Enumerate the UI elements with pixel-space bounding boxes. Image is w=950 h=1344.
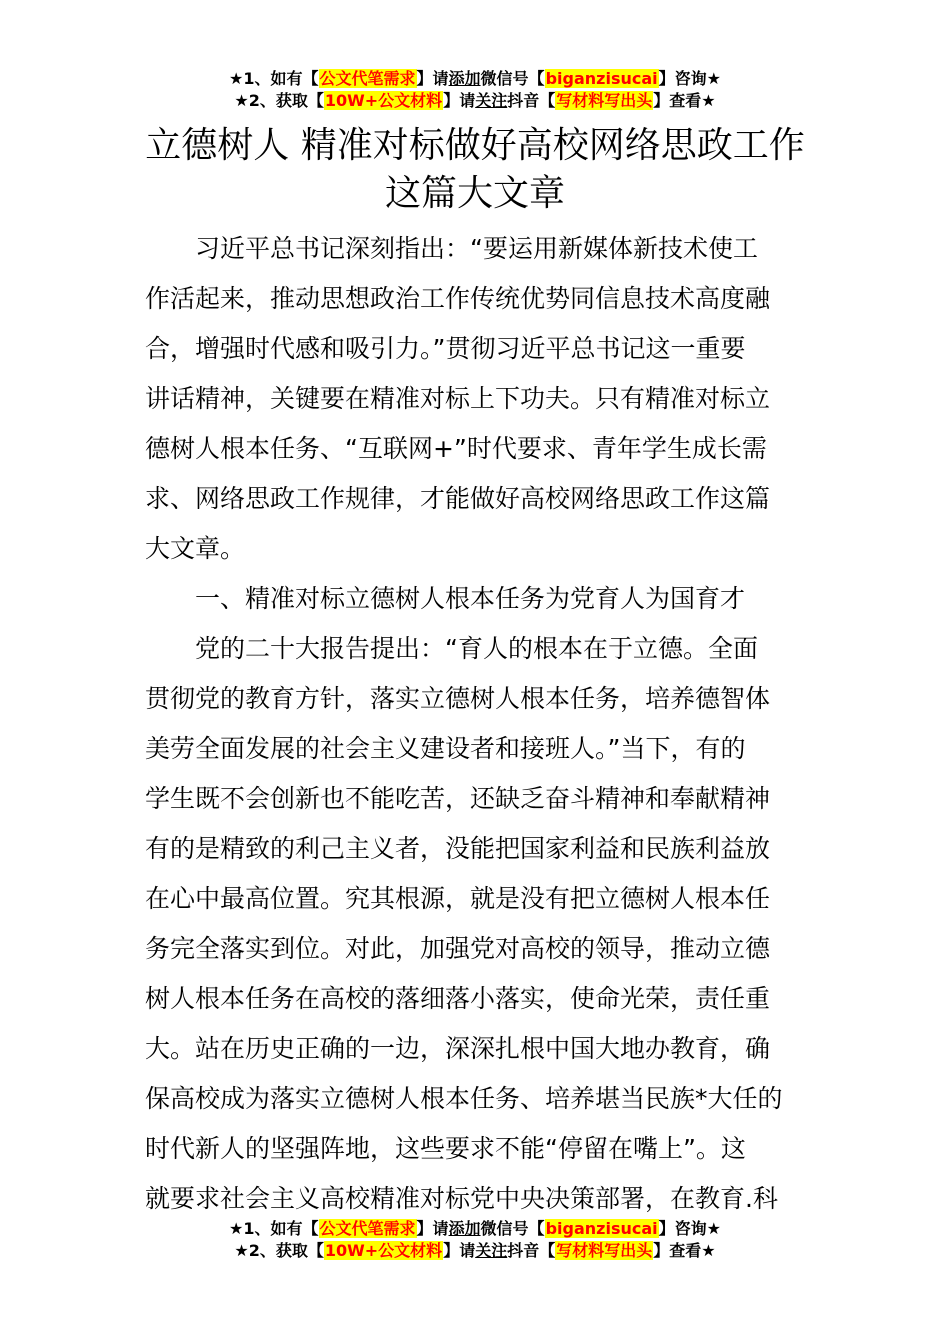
body-line: 贯彻党的教育方针，落实立德树人根本任务，培养德智体 <box>145 684 771 713</box>
banner-highlight: 写材料写出头 <box>556 91 653 110</box>
body-line: 在心中最高位置。究其根源，就是没有把立德树人根本任 <box>145 884 771 913</box>
banner-line-2 <box>0 90 950 112</box>
banner-text: 抖音【 <box>507 91 556 110</box>
banner-text: 】查看★ <box>653 1241 716 1260</box>
title-line-1: 立德树人 精准对标做好高校网络思政工作 <box>145 125 805 166</box>
body-line: 有的是精致的利己主义者，没能把国家利益和民族利益放 <box>145 834 771 863</box>
banner-highlight: 10W+公文材料 <box>324 1241 443 1260</box>
body-line: 时代新人的坚强阵地，这些要求不能“停留在嘴上”。这 <box>145 1134 746 1163</box>
banner-text: ★1、如有【 <box>229 69 319 88</box>
footer-banner <box>0 1218 950 1262</box>
banner-text: 微信号【 <box>480 1219 545 1238</box>
banner-underlined: 添加 <box>448 69 481 88</box>
body-line: 务完全落实到位。对此，加强党对高校的领导，推动立德 <box>145 934 771 963</box>
banner-underlined: 关注 <box>475 1241 508 1260</box>
banner-text: 】查看★ <box>653 91 716 110</box>
body-line: 学生既不会创新也不能吃苦，还缺乏奋斗精神和奉献精神 <box>145 784 771 813</box>
banner-underlined: 添加 <box>448 1219 481 1238</box>
banner-text: 】咨询★ <box>658 69 721 88</box>
banner-text: 抖音【 <box>507 1241 556 1260</box>
banner-text: ★1、如有【 <box>229 1219 319 1238</box>
body-line: 求、网络思政工作规律，才能做好高校网络思政工作这篇 <box>145 484 771 513</box>
body-line: 习近平总书记深刻指出：“要运用新媒体新技术使工 <box>195 234 758 263</box>
banner-text: 】请 <box>443 1241 476 1260</box>
banner-text: 】请 <box>416 1219 449 1238</box>
section-heading: 一、精准对标立德树人根本任务为党育人为国育才 <box>195 584 746 613</box>
body-line: 德树人根本任务、“互联网+”时代要求、青年学生成长需 <box>145 434 767 463</box>
banner-text: ★2、获取【 <box>234 1241 324 1260</box>
body-line: 讲话精神，关键要在精准对标上下功夫。只有精准对标立 <box>145 384 771 413</box>
body-line: 就要求社会主义高校精准对标党中央决策部署，在教育.科 <box>145 1184 778 1213</box>
body-line: 树人根本任务在高校的落细落小落实，使命光荣，责任重 <box>145 984 771 1013</box>
body-line: 大。站在历史正确的一边，深深扎根中国大地办教育，确 <box>145 1034 771 1063</box>
banner-text: 】咨询★ <box>658 1219 721 1238</box>
banner-highlight: biganzisucai <box>545 69 658 88</box>
body-line: 党的二十大报告提出：“育人的根本在于立德。全面 <box>195 634 758 663</box>
document-body <box>145 224 807 1224</box>
title-line-2: 这篇大文章 <box>384 173 565 214</box>
banner-highlight: biganzisucai <box>545 1219 658 1238</box>
banner-highlight: 10W+公文材料 <box>324 91 443 110</box>
banner-text: 】请 <box>416 69 449 88</box>
banner-text: 微信号【 <box>480 69 545 88</box>
banner-line-1 <box>0 1218 950 1240</box>
banner-highlight: 写材料写出头 <box>556 1241 653 1260</box>
body-line: 保高校成为落实立德树人根本任务、培养堪当民族*大任的 <box>145 1084 783 1113</box>
document-title <box>0 122 950 218</box>
banner-line-1 <box>0 68 950 90</box>
banner-highlight: 公文代笔需求 <box>319 1219 416 1238</box>
header-banner <box>0 68 950 112</box>
body-line: 合，增强时代感和吸引力。”贯彻习近平总书记这一重要 <box>145 334 746 363</box>
banner-line-2 <box>0 1240 950 1262</box>
banner-underlined: 关注 <box>475 91 508 110</box>
body-line: 作活起来，推动思想政治工作传统优势同信息技术高度融 <box>145 284 771 313</box>
body-line: 大文章。 <box>145 534 246 563</box>
body-line: 美劳全面发展的社会主义建设者和接班人。”当下，有的 <box>145 734 746 763</box>
banner-text: 】请 <box>443 91 476 110</box>
banner-text: ★2、获取【 <box>234 91 324 110</box>
banner-highlight: 公文代笔需求 <box>319 69 416 88</box>
